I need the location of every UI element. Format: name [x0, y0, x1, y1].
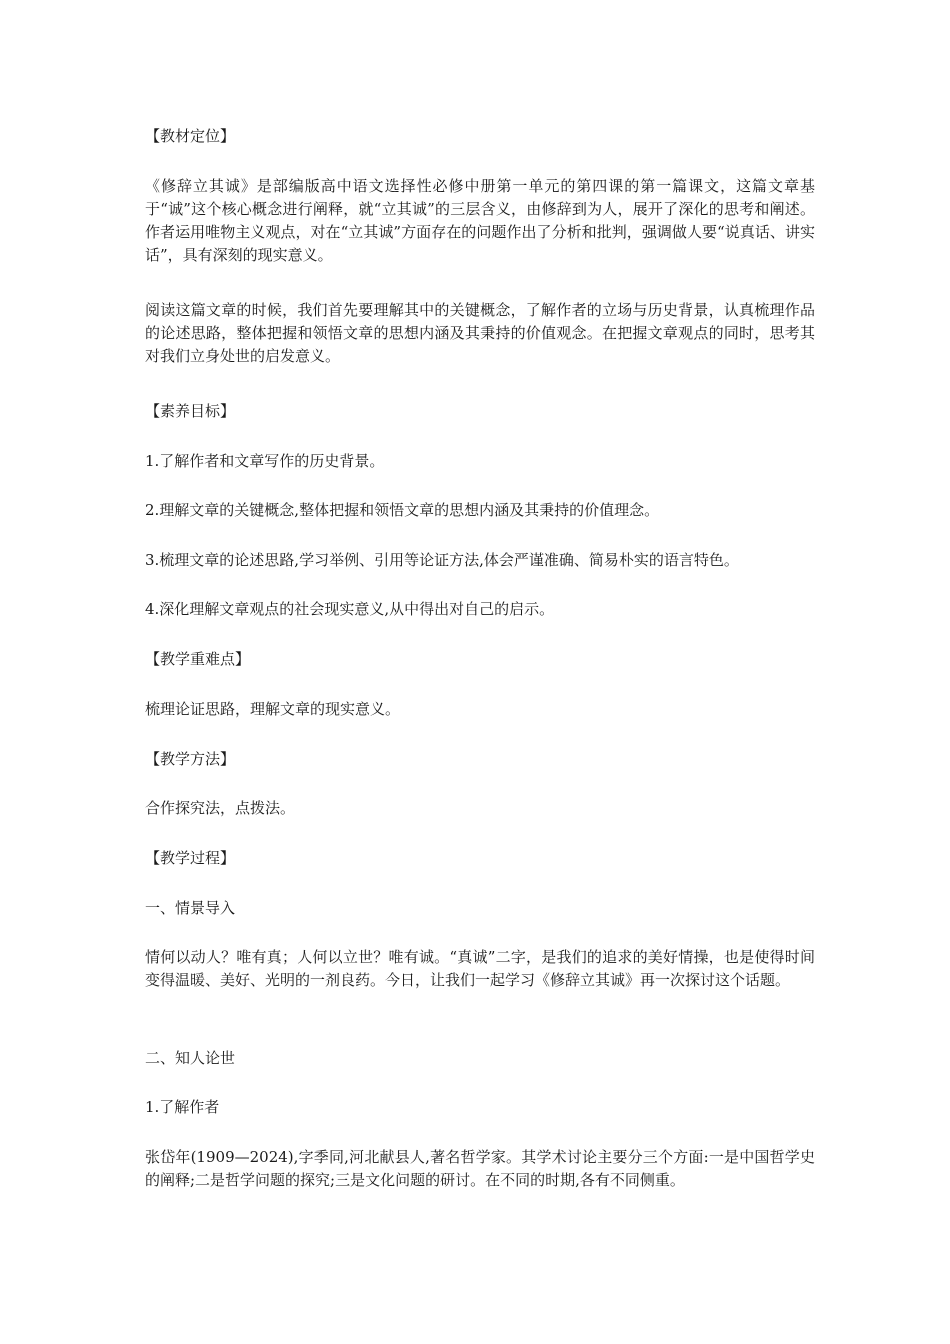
- paragraph-author: 张岱年(1909—2024),字季同,河北献县人,著名哲学家。其学术讨论主要分三个方面:一是中国哲学史的阐释;二是哲学问题的探究;三是文化问题的研讨。在不同的时期,各有不同侧重。: [145, 1148, 815, 1189]
- heading-process: 【教学过程】: [145, 849, 236, 867]
- section-intro: 一、情景导入: [145, 899, 236, 917]
- subsection-author-1: 1.了解作者: [145, 1098, 220, 1116]
- paragraph-intro: 情何以动人？唯有真；人何以立世？唯有诚。“真诚”二字，是我们的追求的美好情操，也是使得时间变得温暖、美好、光明的一剂良药。今日，让我们一起学习《修辞立其诚》再一次探讨这个话题。: [145, 948, 815, 989]
- heading-textbook-position: 【教材定位】: [145, 127, 236, 145]
- heading-method: 【教学方法】: [145, 750, 236, 768]
- paragraph-textbook-1: 《修辞立其诚》是部编版高中语文选择性必修中册第一单元的第四课的第一篇课文，这篇文章基于“诚”这个核心概念进行阐释，就“立其诚”的三层含义，由修辞到为人，展开了深化的思考和阐述。作者运用唯物主义观点，对在“立其诚”方面存在的问题作出了分析和批判，强调做人要“说真话、讲实话”，具有深刻的现实意义。: [145, 177, 815, 264]
- goal-item-4: 4.深化理解文章观点的社会现实意义,从中得出对自己的启示。: [145, 600, 555, 618]
- heading-key-points: 【教学重难点】: [145, 650, 251, 668]
- paragraph-method: 合作探究法，点拨法。: [145, 799, 296, 817]
- goal-item-2: 2.理解文章的关键概念,整体把握和领悟文章的思想内涵及其秉持的价值理念。: [145, 501, 660, 519]
- paragraph-textbook-2: 阅读这篇文章的时候，我们首先要理解其中的关键概念，了解作者的立场与历史背景，认真梳理作品的论述思路，整体把握和领悟文章的思想内涵及其秉持的价值观念。在把握文章观点的同时，思考其对我们立身处世的启发意义。: [145, 301, 815, 365]
- paragraph-key-points: 梳理论证思路，理解文章的现实意义。: [145, 700, 401, 718]
- goal-item-3: 3.梳理文章的论述思路,学习举例、引用等论证方法,体会严谨准确、简易朴实的语言特色。: [145, 551, 739, 569]
- heading-goals: 【素养目标】: [145, 402, 236, 420]
- section-author: 二、知人论世: [145, 1049, 236, 1067]
- goal-item-1: 1.了解作者和文章写作的历史背景。: [145, 452, 385, 470]
